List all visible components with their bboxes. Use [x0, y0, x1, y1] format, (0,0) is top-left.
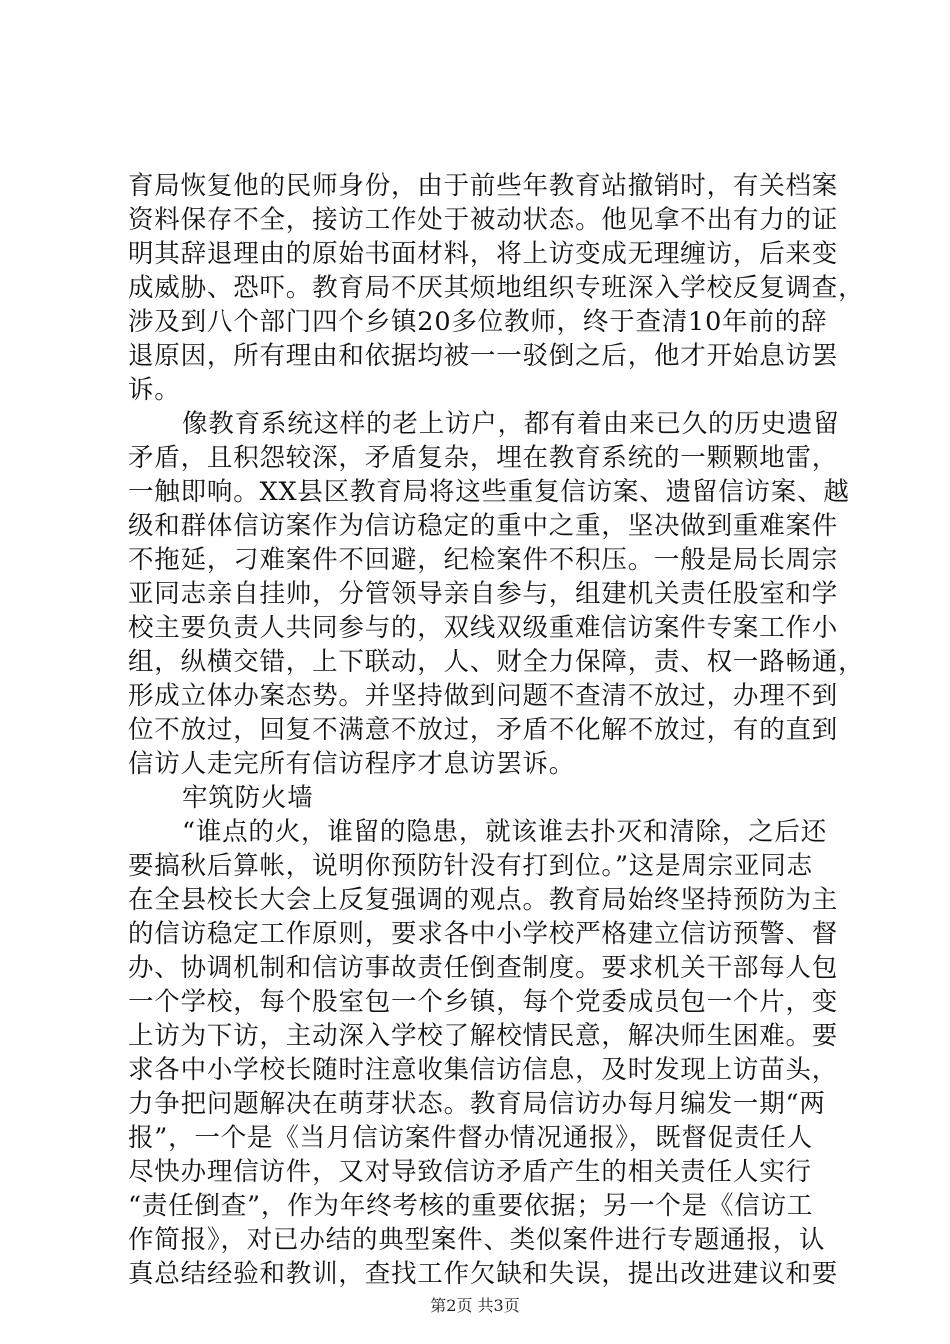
- text-line: 上访为下访，主动深入学校了解校情民意，解决师生困难。要: [128, 1021, 839, 1051]
- text-line: 校主要负责人共同参与的，双线双级重难信访案件专案工作小: [128, 613, 839, 643]
- paragraph-first-line: 像教育系统这样的老上访户，都有着由来已久的历史遗留: [182, 409, 840, 439]
- text-line: 作简报》，对已办结的典型案件、类似案件进行专题通报，认: [128, 1225, 826, 1255]
- text-line: 位不放过，回复不满意不放过，矛盾不化解不放过，有的直到: [128, 715, 839, 745]
- text-line: 诉。: [128, 375, 181, 405]
- text-line: 求各中小学校长随时注意收集信访信息，及时发现上访苗头，: [128, 1055, 839, 1085]
- page-footer: 第2页 共3页: [430, 1296, 520, 1315]
- text-line: 明其辞退理由的原始书面材料，将上访变成无理缠访，后来变: [128, 239, 839, 269]
- text-line: 一个学校，每个股室包一个乡镇，每个党委成员包一个片，变: [128, 987, 839, 1017]
- text-line: 级和群体信访案作为信访稳定的重中之重，坚决做到重难案件: [128, 511, 839, 541]
- text-line: 一触即响。XX县区教育局将这些重复信访案、遗留信访案、越: [128, 477, 850, 507]
- text-line: 育局恢复他的民师身份，由于前些年教育站撤销时，有关档案: [128, 171, 839, 201]
- text-line: 组，纵横交错，上下联动，人、财全力保障，责、权一路畅通，: [128, 647, 865, 677]
- text-line: 形成立体办案态势。并坚持做到问题不查清不放过，办理不到: [128, 681, 839, 711]
- text-line: 亚同志亲自挂帅，分管领导亲自参与，组建机关责任股室和学: [128, 579, 839, 609]
- text-line: 报”，一个是《当月信访案件督办情况通报》，既督促责任人: [128, 1123, 813, 1153]
- text-line: 尽快办理信访件，又对导致信访矛盾产生的相关责任人实行: [128, 1157, 812, 1187]
- text-line: 办、协调机制和信访事故责任倒查制度。要求机关干部每人包: [128, 953, 839, 983]
- text-line: 要搞秋后算帐，说明你预防针没有打到位。”这是周宗亚同志: [128, 851, 813, 881]
- text-line: 成威胁、恐吓。教育局不厌其烦地组织专班深入学校反复调查，: [128, 273, 865, 303]
- text-line: 不拖延，刁难案件不回避，纪检案件不积压。一般是局长周宗: [128, 545, 839, 575]
- text-line: “责任倒查”，作为年终考核的重要依据；另一个是《信访工: [128, 1191, 814, 1221]
- text-line: 力争把问题解决在萌芽状态。教育局信访办每月编发一期“两: [128, 1089, 826, 1119]
- text-line: 的信访稳定工作原则，要求各中小学校严格建立信访预警、督: [128, 919, 839, 949]
- text-line: 真总结经验和教训，查找工作欠缺和失误，提出改进建议和要: [128, 1259, 839, 1289]
- text-line: 在全县校长大会上反复强调的观点。教育局始终坚持预防为主: [128, 885, 839, 915]
- text-line: 退原因，所有理由和依据均被一一驳倒之后，他才开始息访罢: [128, 341, 839, 371]
- text-line: 资料保存不全，接访工作处于被动状态。他见拿不出有力的证: [128, 205, 839, 235]
- paragraph-first-line: “谁点的火，谁留的隐患，就该谁去扑灭和清除，之后还: [182, 817, 828, 847]
- text-line: 信访人走完所有信访程序才息访罢诉。: [128, 749, 576, 779]
- text-line: 涉及到八个部门四个乡镇20多位教师，终于查清10年前的辞: [128, 307, 828, 337]
- section-heading: 牢筑防火墙: [182, 783, 314, 813]
- text-line: 矛盾，且积怨较深，矛盾复杂，埋在教育系统的一颗颗地雷，: [128, 443, 839, 473]
